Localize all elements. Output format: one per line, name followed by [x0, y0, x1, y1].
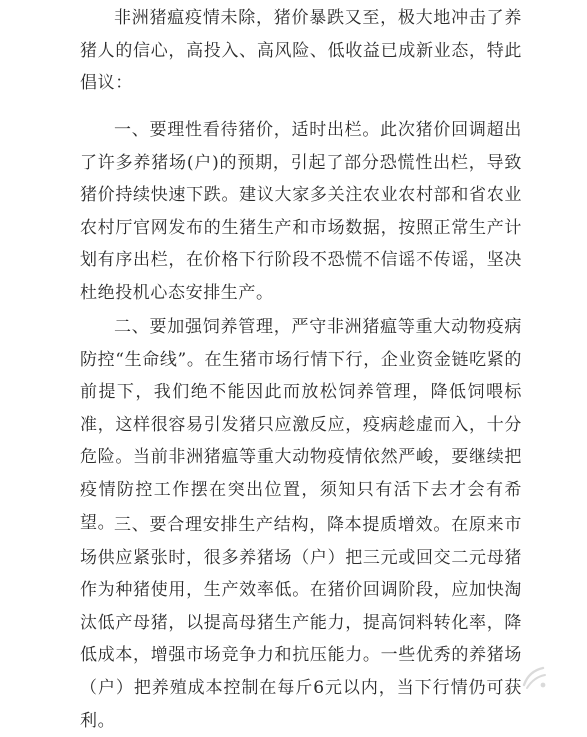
- proposal-paragraph-1: 一、要理性看待猪价，适时出栏。此次猪价回调超出了许多养猪场(户)的预期，引起了部分恐慌性出栏，导致猪价持续快速下跌。建议大家多关注农业农村部和省农业农村厅官网发布的生猪生产和市场数据，按照正常生产计划有序出栏，在价格下行阶段不恐慌不信谣不传谣，坚决杜绝投机心态安排生产。: [80, 120, 522, 303]
- proposal-paragraph-2: 二、要加强饲养管理，严守非洲猪瘟等重大动物疫病防控“生命线”。在生猪市场行情下行，企业资金链吃紧的前提下，我们绝不能因此而放松饲养管理，降低饲喂标准，这样很容易引发猪只应激反应，疫病趁虚而入，十分危险。当前非洲猪瘟等重大动物疫情依然严峻，要继续把疫情防控工作摆在突出位置，须知只有活下去才会有希望。: [80, 317, 522, 533]
- watermark: [519, 663, 549, 693]
- proposal-paragraph-3: 三、要合理安排生产结构，降本提质增效。在原来市场供应紧张时，很多养猪场（户）把三元或回交二元母猪作为种猪使用，生产效率低。在猪价回调阶段，应加快淘汰低产母猪，以提高母猪生产能力，提高饲料转化率，降低成本，增强市场竞争力和抗压能力。一些优秀的养猪场（户）把养殖成本控制在每斤6元以内，当下行情仍可获利。: [80, 515, 522, 731]
- nanfang-logo-icon: [519, 663, 549, 693]
- intro-paragraph: 非洲猪瘟疫情未除，猪价暴跌又至，极大地冲击了养猪人的信心，高投入、高风险、低收益已成新业态，特此倡议：: [80, 8, 522, 94]
